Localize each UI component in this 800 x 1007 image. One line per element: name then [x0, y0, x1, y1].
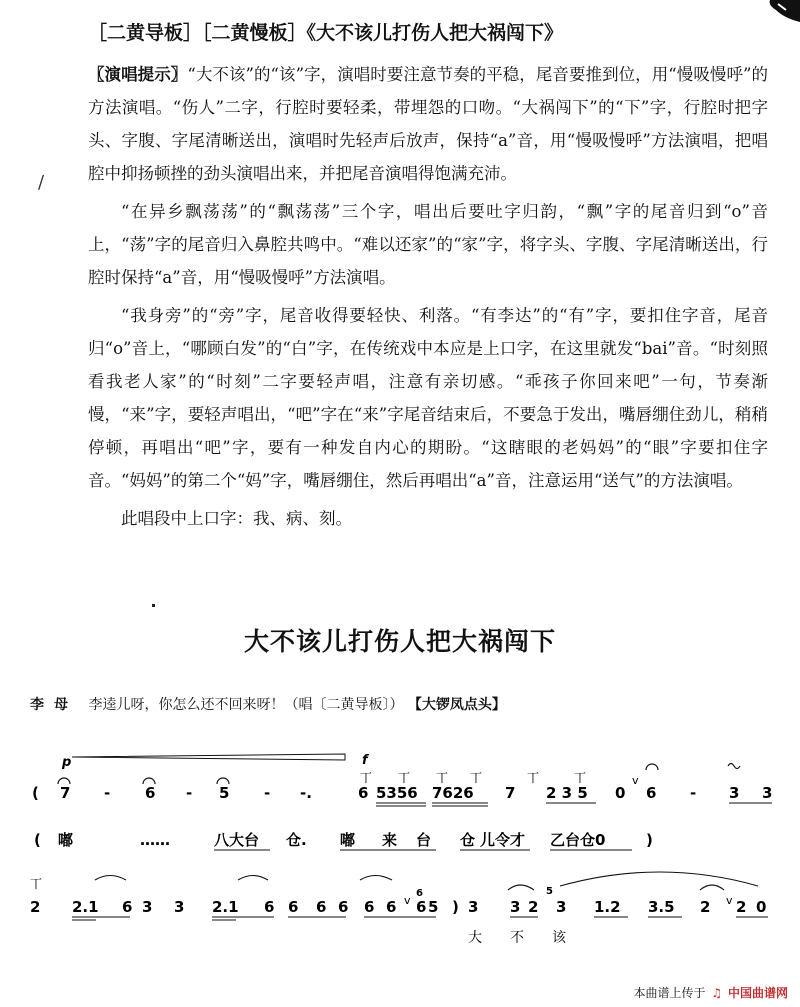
bracket-close: ) — [452, 898, 459, 916]
note: 3 — [510, 898, 521, 916]
note: 6 — [264, 898, 275, 916]
lyric-char: 不 — [510, 930, 524, 946]
note-group: 2.1 — [72, 898, 99, 916]
dash-dot: -. — [300, 784, 312, 802]
tap-mark: 丅 — [360, 771, 373, 785]
bracket-close: ) — [646, 831, 653, 849]
turn-mark — [728, 764, 740, 769]
paragraph-2: “在异乡飘荡荡”的“飘荡荡”三个字，唱出后要吐字归韵，“飘”字的尾音归到“o”音上，“荡”字的尾音归入鼻腔共鸣中。“难以还家”的“家”字，将字头、字腹、字尾清晰送出，行腔时保持“a”音，用“慢吸慢呼”方法演唱。 — [88, 202, 768, 287]
bracket-open: ( — [34, 831, 41, 849]
jianpu-score — [0, 740, 800, 960]
rest: 0 — [615, 784, 626, 802]
site-logo[interactable]: 中国曲谱网 — [727, 986, 788, 1000]
note: 2 — [736, 898, 747, 916]
spoken-line — [30, 694, 506, 714]
lyric-char: 大 — [468, 930, 482, 946]
song-title: 大不该儿打伤人把大祸闯下 — [243, 627, 556, 656]
note: 6 — [364, 898, 375, 916]
note: 2 — [528, 898, 539, 916]
tap-mark: 丅 — [527, 771, 540, 785]
tap-mark: 丅 — [398, 771, 411, 785]
spoken-text: 李逵儿呀，你怎么还不回来呀！（唱〔二黄导板〕） — [88, 697, 404, 713]
breath-mark: v — [404, 894, 411, 907]
note: 6 — [288, 898, 299, 916]
note-group: 3.5 — [648, 898, 675, 916]
note: 0 — [756, 898, 767, 916]
paragraph-4: 此唱段中上口字：我、病、刻。 — [121, 509, 352, 528]
tap-mark: 丅 — [30, 877, 43, 891]
section-heading: ［二黄导板］［二黄慢板］《大不该儿打伤人把大祸闯下》 — [88, 22, 564, 44]
upload-credit — [634, 984, 788, 1001]
note: 5 — [219, 784, 230, 802]
paragraph-3: “我身旁”的“旁”字，尾音收得要轻快、利落。“有李达”的“有”字，要扣住字音，尾音归“o”音上，“哪顾白发”的“白”字，在传统戏中本应是上口字，在这里就发“bai”音。“时刻照看我老人家”的“时刻”二字要轻声唱，注意有亲切感。“乖孩子你回来吧”一句，节奏渐慢，“来”字，要轻声唱出，“吧”字在“来”字尾音结束后，不要急于发出，嘴唇绷住劲儿，稍稍停顿，再唱出“吧”字，要有一种发自内心的期盼。“这瞎眼的老妈妈”的“眼”字要扣住字音。“妈妈”的第二个“妈”字，嘴唇绷住，然后再唱出“a”音，注意运用“送气”的方法演唱。 — [88, 306, 768, 490]
bracket-open: ( — [32, 784, 39, 802]
tip-text: “大不该”的“该”字，演唱时要注意节奏的平稳，尾音要推到位，用“慢吸慢呼”的方法演唱。“伤人”二字，行腔时要轻柔，带埋怨的口吻。“大祸闯下”的“下”字，行腔时把字头、字腹、字尾清晰送出，演唱时先轻声后放声，保持“a”音，用“慢吸慢呼”方法演唱，把唱腔中抑扬顿挫的劲头演唱出来，并把尾音演唱得饱满充沛。 — [88, 65, 768, 183]
note-group: 7626 — [432, 784, 474, 802]
note: 5 — [428, 898, 439, 916]
note: 2 — [700, 898, 711, 916]
slur — [508, 885, 534, 890]
note: 7 — [505, 784, 516, 802]
perc-syllable: 八大台 — [214, 831, 260, 849]
role-name: 李母 — [30, 697, 78, 713]
perc-syllable: 乙台仓0 — [550, 831, 606, 849]
note: 6 — [122, 898, 133, 916]
slur — [360, 876, 392, 881]
perc-syllable: 台 — [416, 831, 432, 849]
percussion-cue: 【大锣凤点头】 — [407, 697, 506, 713]
grace-note: 6 — [416, 888, 423, 899]
music-note-icon: ♫ — [711, 986, 723, 1000]
dash: - — [690, 784, 697, 802]
decrescendo-wedge — [72, 754, 345, 760]
note: 6 — [646, 784, 657, 802]
perc-syllable: 来 — [382, 831, 398, 849]
perc-ellipsis: …… — [140, 831, 170, 849]
note: 3 — [762, 784, 773, 802]
perc-syllable: 仓 — [460, 831, 476, 849]
tap-mark: 丅 — [470, 771, 483, 785]
dynamic-f: f — [362, 753, 368, 768]
note-group: 5356 — [376, 784, 418, 802]
slur — [238, 876, 268, 881]
note-group: 2.1 — [212, 898, 239, 916]
phrase-slur — [560, 872, 758, 886]
breath-mark: v — [632, 774, 639, 787]
grace-note: 5 — [546, 886, 553, 897]
note: 2 — [30, 898, 41, 916]
perc-syllable: 嘟 — [58, 831, 74, 849]
tap-mark: 丅 — [436, 771, 449, 785]
dynamic-p: p — [62, 755, 72, 770]
note: 6 — [358, 784, 369, 802]
slur — [95, 876, 126, 881]
credit-text: 本曲谱上传于 — [633, 986, 706, 1000]
note-group: 1.2 — [594, 898, 621, 916]
fermata — [646, 764, 658, 770]
note: 7 — [60, 784, 71, 802]
lyric-char: 该 — [552, 930, 566, 946]
breath-mark: v — [726, 894, 733, 907]
note: 6 — [338, 898, 349, 916]
tap-mark: 丅 — [574, 771, 587, 785]
note: 3 — [142, 898, 153, 916]
note: 6 — [316, 898, 327, 916]
note: 3 — [468, 898, 479, 916]
note: 6 — [416, 898, 427, 916]
note-group: 2 3 5 — [546, 784, 588, 802]
margin-mark: / — [38, 172, 45, 193]
perc-syllable: 仓. — [286, 831, 307, 849]
corner-ink-mark — [764, 0, 800, 22]
note: 3 — [729, 784, 740, 802]
dash: - — [186, 784, 193, 802]
tip-label: 〖演唱提示〗 — [88, 65, 188, 84]
stray-dot — [152, 604, 155, 607]
tip-paragraph — [88, 58, 768, 190]
perc-syllable: 儿令才 — [480, 831, 526, 849]
note: 6 — [386, 898, 397, 916]
dash: - — [104, 784, 111, 802]
slur — [700, 885, 724, 890]
perc-syllable: 嘟 — [340, 831, 356, 849]
note: 3 — [174, 898, 185, 916]
performance-notes — [88, 58, 768, 535]
note: 3 — [556, 898, 567, 916]
note: 6 — [145, 784, 156, 802]
dash: - — [264, 784, 271, 802]
